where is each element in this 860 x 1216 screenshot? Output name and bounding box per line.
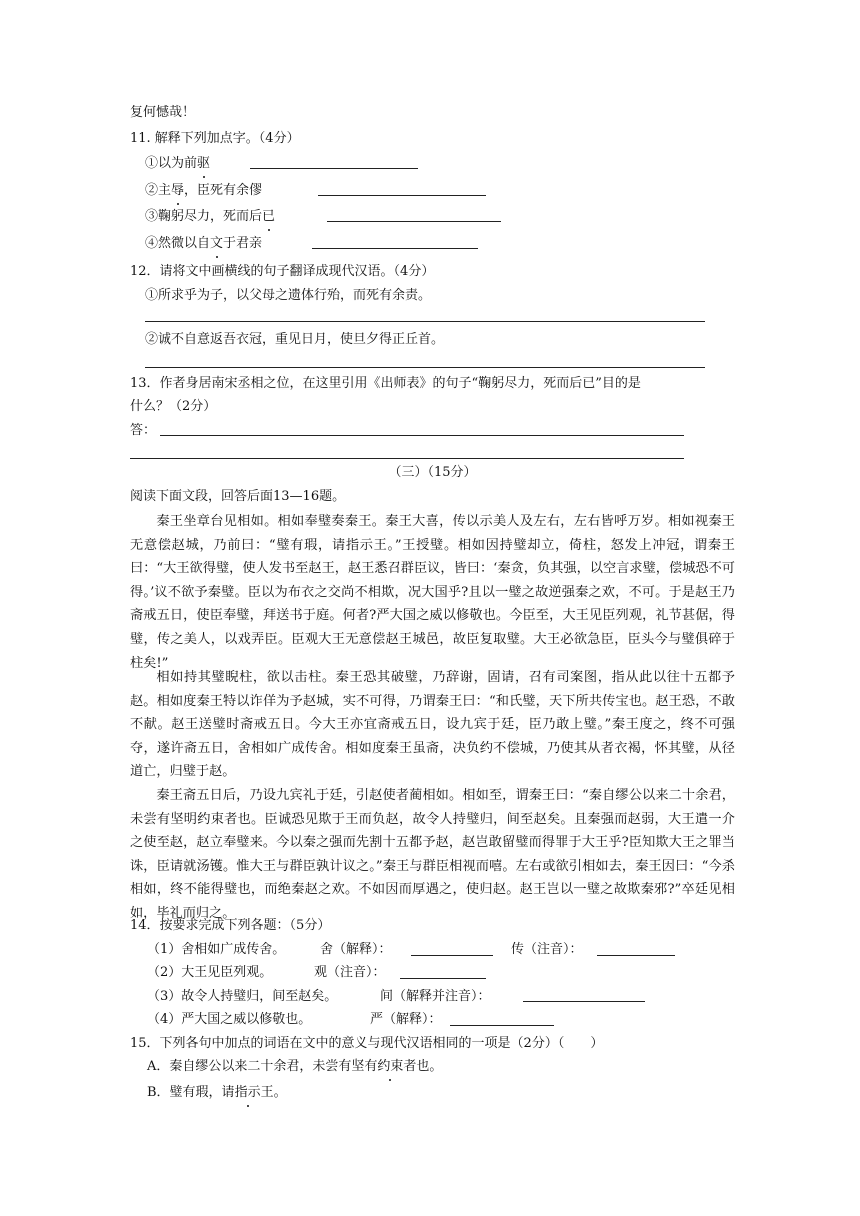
q11-item-3-dot-char: 已 xyxy=(262,207,275,227)
q14-item-1-label-b: 传（注音）： xyxy=(511,942,583,957)
q11-answer-3-blank[interactable] xyxy=(327,221,501,222)
q15-option-a[interactable] xyxy=(147,1057,442,1077)
section-heading: （三）（15分） xyxy=(388,465,477,480)
q11-answer-2-blank[interactable] xyxy=(318,195,486,196)
q13-answer-line-1[interactable] xyxy=(160,435,684,436)
q15-option-b-dot-word: 指示 xyxy=(235,1083,261,1103)
q14-title: 14．按要求完成下列各题：（5分） xyxy=(130,918,331,933)
q13-title-line-1: 13．作者身居南宋丞相之位，在这里引用《出师表》的句子“鞠躬尽力，死而后已”目的是 xyxy=(130,376,641,391)
q11-answer-4-blank[interactable] xyxy=(312,248,478,249)
q11-item-1-pre: ①以为前 xyxy=(145,156,198,171)
q14-item-2-label-a: 观（注音）： xyxy=(314,965,386,980)
q14-item-4-blank-a[interactable] xyxy=(450,1025,554,1026)
q12-title: 12．请将文中画横线的句子翻译成现代汉语。（4分） xyxy=(130,264,435,279)
passage-paragraph-2: 相如持其璧睨柱，欲以击柱。秦王恐其破璧，乃辞谢，固请，召有司案图，指从此以往十五都予赵。相如度秦王特以诈佯为予赵城，实不可得，乃谓秦王曰：“和氏璧，天下所共传宝也。赵王恐，不敢不献。赵王送璧时斋戒五日。今大王亦宜斋戒五日，设九宾于廷，臣乃敢上璧。”秦王度之，终不可强夺，遂许斋五日，舍相如广成传舍。相如度秦王虽斋，决负约不偿城，乃使其从者衣褐，怀其璧，从径道亡，归璧于赵。 xyxy=(130,670,735,780)
q15-title: 15．下列各句中加点的词语在文中的意义与现代汉语相同的一项是（2分）（ ） xyxy=(130,1036,604,1051)
q15-option-b-pre: B．璧有瑕，请 xyxy=(147,1085,235,1100)
q14-item-4-label-a: 严（解释）： xyxy=(370,1012,442,1027)
top-line: 复何憾哉！ xyxy=(130,105,196,120)
q14-item-2-sentence: （2）大王见臣列观。 xyxy=(147,965,273,980)
q15-option-a-dot-word: 约束 xyxy=(377,1057,403,1077)
q11-item-2 xyxy=(145,181,262,201)
q11-item-4-dot-char: 文 xyxy=(210,234,223,254)
passage-paragraph-1: 秦王坐章台见相如。相如奉璧奏秦王。秦王大喜，传以示美人及左右，左右皆呼万岁。相如视秦王无意偿赵城，乃前曰：“璧有瑕，请指示王。”王授璧。相如因持璧却立，倚柱，怒发上冲冠，谓秦王曰：“大王欲得璧，使人发书至赵王，赵王悉召群臣议，皆曰：‘秦贪，负其强，以空言求璧，偿城恐不可得。’议不欲予秦璧。臣以为布衣之交尚不相欺，况大国乎?且以一璧之故逆强秦之欢，不可。于是赵王乃斋戒五日，使臣奉璧，拜送书于庭。何者?严大国之威以修敬也。今臣至，大王见臣列观，礼节甚倨，得璧，传之美人，以戏弄臣。臣观大王无意偿赵王城邑，故臣复取璧。大王必欲急臣，臣头今与璧俱碎于柱矣!” xyxy=(130,514,735,671)
q15-option-a-pre: A．秦自缪公以来二十余君，未尝有坚有 xyxy=(147,1059,378,1074)
q11-item-2-post: ，臣死有余僇 xyxy=(184,183,263,198)
q15-option-b[interactable] xyxy=(147,1083,287,1103)
q11-answer-1-blank[interactable] xyxy=(250,168,418,169)
q11-item-2-pre: ②主 xyxy=(145,183,172,198)
q12-answer-2-line[interactable] xyxy=(145,367,705,368)
q11-item-3 xyxy=(145,207,275,227)
q11-item-4-post: 于君亲 xyxy=(223,236,263,251)
q14-item-3-label-a: 间（解释并注音）： xyxy=(380,989,491,1004)
q11-item-4-pre: ④然微以自 xyxy=(145,236,211,251)
q11-item-2-dot-char: 辱 xyxy=(171,181,184,201)
q14-item-3-blank-a[interactable] xyxy=(523,1001,645,1002)
q14-item-1-blank-a[interactable] xyxy=(411,955,493,956)
q12-sentence-2: ②诚不自意返吾衣冠，重见日月，使旦夕得正丘首。 xyxy=(145,332,445,347)
q11-item-3-pre: ③鞠躬尽力，死而后 xyxy=(145,209,263,224)
q13-answer-line-2[interactable] xyxy=(130,458,684,459)
q12-sentence-1: ①所求乎为子，以父母之遗体行殆，而死有余责。 xyxy=(145,288,432,303)
q14-item-1-blank-b[interactable] xyxy=(597,955,675,956)
q15-option-b-post: 王。 xyxy=(260,1085,287,1100)
reading-intro: 阅读下面文段，回答后面13—16题。 xyxy=(130,489,346,504)
q14-item-4-sentence: （4）严大国之威以修敬也。 xyxy=(147,1012,312,1027)
q11-item-1 xyxy=(145,154,210,174)
q14-item-1-label-a: 舍（解释）： xyxy=(320,942,392,957)
q14-item-2-blank-a[interactable] xyxy=(400,978,486,979)
q13-title-line-2: 什么？（2分） xyxy=(130,399,217,414)
q11-title: 11. 解释下列加点字。（4分） xyxy=(130,131,300,146)
q12-answer-1-line[interactable] xyxy=(145,321,705,322)
q11-item-1-dot-char: 驱 xyxy=(197,154,210,174)
q15-option-a-post: 者也。 xyxy=(403,1059,443,1074)
q13-answer-label: 答： xyxy=(130,423,157,438)
passage-paragraph-3: 秦王斋五日后，乃设九宾礼于廷，引赵使者蔺相如。相如至，谓秦王曰：“秦自缪公以来二十余君，未尝有坚明约束者也。臣诚恐见欺于王而负赵，故令人持璧归，间至赵矣。且秦强而赵弱，大王遣一介之使至赵，赵立奉璧来。今以秦之强而先割十五都予赵，赵岂敢留璧而得罪于大王乎?臣知欺大王之罪当诛，臣请就汤镬。惟大王与群臣孰计议之。”秦王与群臣相视而嘻。左右或欲引相如去，秦王因曰：“今杀相如，终不能得璧也，而绝秦赵之欢。不如因而厚遇之，使归赵。赵王岂以一璧之故欺秦邪?”卒廷见相如，毕礼而归之。 xyxy=(130,788,735,921)
q14-item-3-sentence: （3）故令人持璧归，间至赵矣。 xyxy=(147,989,338,1004)
q14-item-1-sentence: （1）舍相如广成传舍。 xyxy=(147,942,286,957)
q11-item-4 xyxy=(145,234,262,254)
